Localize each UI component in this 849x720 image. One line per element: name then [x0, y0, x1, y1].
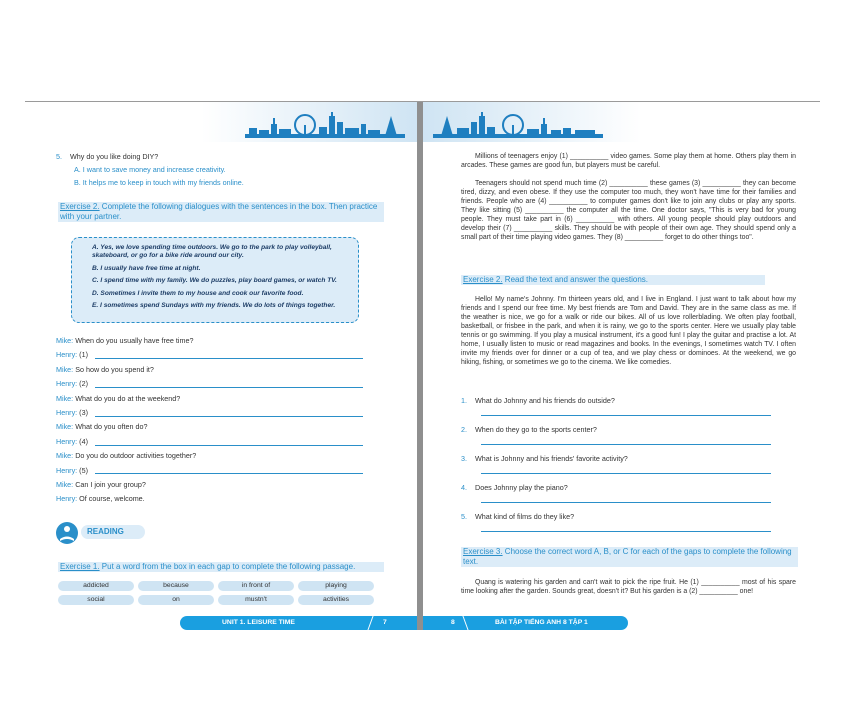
right-page [423, 102, 820, 630]
reading-icon [56, 522, 78, 544]
dialogue-line [56, 365, 406, 379]
box-sentence-c: C. I spend time with my family. We do puzzles, play board games, or watch TV. [92, 277, 337, 284]
footer-divider [367, 616, 373, 630]
speaker: Mike: [56, 393, 74, 403]
word-option: on [138, 595, 214, 605]
line-text: What do you do at the weekend? [75, 393, 181, 403]
page-number: 8 [451, 619, 455, 626]
line-text: Of course, welcome. [79, 494, 145, 504]
word-option: mustn't [218, 595, 294, 605]
question-text: Does Johnny play the piano? [475, 483, 568, 492]
speaker: Henry: [56, 465, 78, 475]
answer-line-q5[interactable] [481, 531, 771, 532]
speaker: Henry: [56, 407, 78, 417]
exercise-1-heading [58, 562, 384, 572]
speaker: Henry: [56, 379, 78, 389]
exercise-2-heading [58, 202, 384, 222]
speaker: Mike: [56, 364, 74, 374]
line-text: When do you usually have free time? [75, 336, 194, 345]
question-number: 5. [461, 512, 467, 521]
line-text: (5) [79, 465, 88, 475]
dialogue-line [56, 437, 406, 451]
question-2 [461, 425, 597, 434]
exercise-label: Exercise 3. [463, 547, 503, 556]
question-text: What is Johnny and his friends' favorite activity? [475, 454, 628, 463]
answer-line-q3[interactable] [481, 473, 771, 474]
dialogue-line [56, 451, 406, 465]
answer-line-q4[interactable] [481, 502, 771, 503]
question-text: When do they go to the sports center? [475, 425, 597, 434]
answer-line-3[interactable] [95, 416, 363, 417]
speaker: Mike: [56, 479, 74, 489]
passage-johnny: Hello! My name's Johnny. I'm thirteen years old, and I live in England. I just want to talk about how my friends and I spend our free time. My best friends are Tom and David. They are in the same class as me. If the weather is nice, we go for a walk or ride our bikes. All of us love rollerblading. We often play football, basketball, or frisbee in the park, and when it is rainy, we go to the sports center. Here we usually play table tennis or go swimming. If you play a musical instrument, it's a good fun! I play the guitar and practise a lot. At home, I usually listen to music or read magazines and books. In the evenings, I sometimes watch TV. I often invite my friends over for dinner or a cup of tea, and we play chess or dominoes. At the weekend, we go hiking, fishing, or sometimes we go to the cinema. We like comedies. [461, 296, 796, 366]
passage-paragraph-1: Millions of teenagers enjoy (1) __________ video games. Some play them at home. Others play them in arcades. These games are good fun, but players must be careful. [461, 153, 796, 169]
city-skyline-icon [245, 112, 405, 142]
exercise-label: Exercise 2. [463, 275, 503, 284]
line-text: Can I join your group? [75, 479, 146, 489]
exercise-instruction: Put a word from the box in each gap to complete the following passage. [99, 562, 356, 571]
line-text: (4) [79, 436, 88, 446]
exercise-3-heading [461, 547, 798, 567]
dialogue-line [56, 480, 406, 494]
dialogue-line [56, 336, 406, 350]
speaker: Henry: [56, 494, 78, 504]
word-option: because [138, 581, 214, 591]
word-option: activities [298, 595, 374, 605]
question-text: Why do you like doing DIY? [70, 152, 159, 161]
word-option: in front of [218, 581, 294, 591]
passage-quang: Quang is watering his garden and can't wait to pick the ripe fruit. He (1) __________ most of his spare time looking after the garden. Sounds great, doesn't it? But his garden is a (2) __________ one! [461, 579, 796, 595]
speaker: Mike: [56, 336, 74, 345]
line-text: So how do you spend it? [75, 364, 154, 374]
line-text: (2) [79, 379, 88, 389]
speaker: Henry: [56, 350, 78, 360]
answer-line-2[interactable] [95, 387, 363, 388]
right-header-banner [423, 102, 820, 142]
question-text: What do Johnny and his friends do outside? [475, 396, 615, 405]
book-title: BÀI TẬP TIẾNG ANH 8 TẬP 1 [495, 619, 588, 626]
unit-title: UNIT 1. LEISURE TIME [222, 619, 295, 626]
exercise-instruction: Read the text and answer the questions. [502, 275, 649, 284]
exercise-instruction: Choose the correct word A, B, or C for each of the gaps to complete the following text. [463, 547, 792, 566]
reading-section-title: READING [81, 525, 145, 539]
dialogue-line [56, 494, 406, 508]
question-5 [56, 152, 406, 161]
question-number: 5. [56, 152, 62, 161]
question-number: 1. [461, 396, 467, 405]
question-number: 4. [461, 483, 467, 492]
sentence-box [71, 237, 359, 323]
box-sentence-d: D. Sometimes I invite them to my house and cook our favorite food. [92, 289, 304, 297]
line-text: (1) [79, 350, 88, 360]
dialogue-line [56, 394, 406, 408]
answer-b: B. It helps me to keep in touch with my friends online. [74, 178, 244, 187]
box-sentence-b: B. I usually have free time at night. [92, 264, 201, 272]
speaker: Mike: [56, 422, 74, 432]
right-footer [423, 616, 628, 630]
speaker: Henry: [56, 436, 78, 446]
footer-divider [462, 616, 468, 630]
left-footer [180, 616, 417, 630]
answer-line-5[interactable] [95, 473, 363, 474]
exercise-instruction: Complete the following dialogues with the sentences in the box. Then practice with your partner. [60, 202, 378, 221]
exercise-label: Exercise 1. [60, 562, 100, 571]
page-number: 7 [383, 619, 387, 626]
line-text: (3) [79, 407, 88, 417]
line-text: Do you do outdoor activities together? [75, 451, 197, 461]
question-1 [461, 396, 615, 405]
exercise-label: Exercise 2. [60, 202, 100, 211]
question-number: 3. [461, 454, 467, 463]
answer-line-q2[interactable] [481, 444, 771, 445]
word-option: social [58, 595, 134, 605]
answer-line-q1[interactable] [481, 415, 771, 416]
left-page [25, 102, 417, 630]
dialogue [56, 336, 406, 509]
box-sentence-e: E. I sometimes spend Sundays with my friends. We do lots of things together. [92, 302, 336, 309]
question-5 [461, 512, 574, 521]
answer-line-1[interactable] [95, 358, 363, 359]
answer-line-4[interactable] [95, 445, 363, 446]
passage-paragraph-2: Teenagers should not spend much time (2) __________ these games (3) __________ they can become tired, dizzy, and even obese. If they use the computer too much, they won't have time for their families and friends. People who are (4) __________ to computer games don't like to join any clubs or play any sports. They like sitting (5) __________ the computer all the time. One doctor says, "This is very bad for young people. They must take part in (6) __________ with others. All young people should play outdoors and develop their (7) __________ skills. They should be with people of their own age. They should spend only a small part of their time playing video games. They (8) __________ forget to do other things too". [461, 180, 796, 241]
question-number: 2. [461, 425, 467, 434]
question-text: What kind of films do they like? [475, 512, 575, 521]
question-3 [461, 454, 628, 463]
question-4 [461, 483, 568, 492]
word-option: addicted [58, 581, 134, 591]
left-header-banner [25, 102, 417, 142]
exercise-2-heading [461, 275, 765, 285]
dialogue-line [56, 422, 406, 436]
answer-a: A. I want to save money and increase creativity. [74, 165, 226, 174]
box-sentence-a: A. Yes, we love spending time outdoors. We go to the park to play volleyball, skateboard, or go for a bike ride around our city. [92, 244, 332, 259]
line-text: What do you often do? [75, 422, 148, 432]
speaker: Mike: [56, 451, 74, 461]
city-skyline-icon [433, 112, 603, 142]
word-option: playing [298, 581, 374, 591]
